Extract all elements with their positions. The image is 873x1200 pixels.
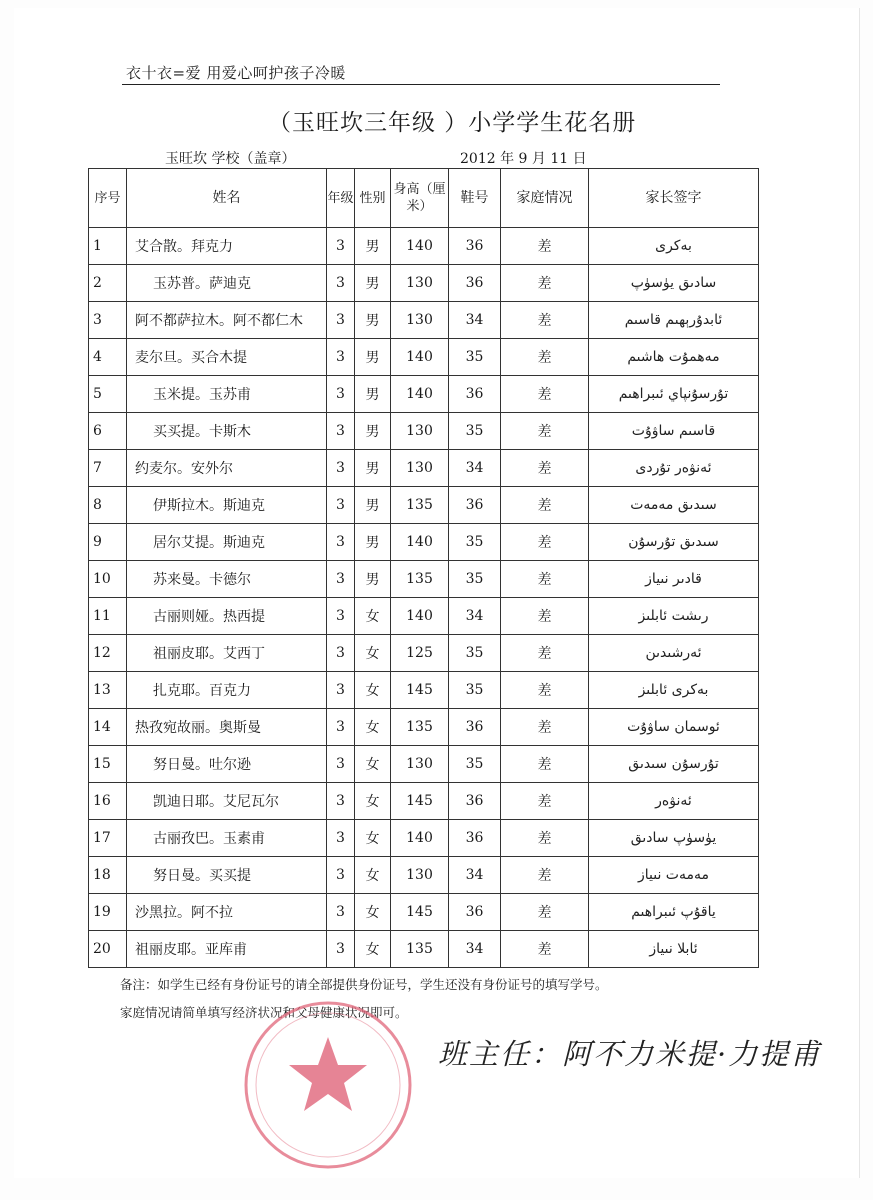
parent-signature: قادىر نىياز	[589, 561, 759, 598]
star-icon	[289, 1037, 367, 1111]
grade-cell: 3	[327, 265, 355, 302]
family-status-cell: 差	[501, 339, 589, 376]
sex-cell: 男	[355, 524, 391, 561]
sex-cell: 男	[355, 561, 391, 598]
row-number: 10	[89, 561, 127, 598]
table-row	[89, 635, 759, 672]
table-row	[89, 857, 759, 894]
header-shoe: 鞋号	[449, 169, 501, 228]
sex-cell: 男	[355, 376, 391, 413]
shoe-size-cell: 36	[449, 228, 501, 265]
shoe-size-cell: 36	[449, 820, 501, 857]
row-number: 12	[89, 635, 127, 672]
height-cell: 145	[391, 672, 449, 709]
parent-signature: قاسىم ساۋۇت	[589, 413, 759, 450]
student-name: 麦尔旦。买合木提	[127, 339, 327, 376]
sex-cell: 女	[355, 635, 391, 672]
roster-body	[89, 228, 759, 968]
table-row	[89, 413, 759, 450]
sex-cell: 男	[355, 302, 391, 339]
row-number: 18	[89, 857, 127, 894]
parent-signature: بەكرى ئابلىز	[589, 672, 759, 709]
student-name: 苏来曼。卡德尔	[127, 561, 327, 598]
note-line-1: 备注：如学生已经有身份证号的请全部提供身份证号，学生还没有身份证号的填写学号。	[120, 977, 608, 992]
row-number: 2	[89, 265, 127, 302]
header-no: 序号	[89, 169, 127, 228]
sex-cell: 男	[355, 228, 391, 265]
table-row	[89, 931, 759, 968]
row-number: 11	[89, 598, 127, 635]
family-status-cell: 差	[501, 598, 589, 635]
header-signature: 家长签字	[589, 169, 759, 228]
student-name: 凯迪日耶。艾尼瓦尔	[127, 783, 327, 820]
grade-cell: 3	[327, 820, 355, 857]
height-cell: 145	[391, 894, 449, 931]
sex-cell: 男	[355, 487, 391, 524]
student-name: 热孜宛故丽。奥斯曼	[127, 709, 327, 746]
row-number: 8	[89, 487, 127, 524]
height-cell: 130	[391, 746, 449, 783]
row-number: 19	[89, 894, 127, 931]
height-cell: 130	[391, 302, 449, 339]
student-name: 居尔艾提。斯迪克	[127, 524, 327, 561]
table-row	[89, 820, 759, 857]
student-name: 努日曼。买买提	[127, 857, 327, 894]
height-cell: 130	[391, 413, 449, 450]
height-cell: 140	[391, 820, 449, 857]
shoe-size-cell: 34	[449, 598, 501, 635]
student-name: 古丽则娅。热西提	[127, 598, 327, 635]
family-status-cell: 差	[501, 524, 589, 561]
sex-cell: 男	[355, 413, 391, 450]
shoe-size-cell: 36	[449, 487, 501, 524]
student-name: 阿不都萨拉木。阿不都仁木	[127, 302, 327, 339]
table-row	[89, 450, 759, 487]
parent-signature: تۇرسۇن سىدىق	[589, 746, 759, 783]
family-status-cell: 差	[501, 228, 589, 265]
family-status-cell: 差	[501, 561, 589, 598]
parent-signature: سىدىق تۇرسۇن	[589, 524, 759, 561]
sex-cell: 女	[355, 857, 391, 894]
student-name: 玉米提。玉苏甫	[127, 376, 327, 413]
shoe-size-cell: 34	[449, 857, 501, 894]
grade-cell: 3	[327, 672, 355, 709]
table-row	[89, 228, 759, 265]
table-row	[89, 672, 759, 709]
grade-cell: 3	[327, 376, 355, 413]
header-divider	[122, 84, 720, 85]
page-title: （玉旺坎三年级 ）小学学生花名册	[268, 110, 637, 136]
sex-cell: 女	[355, 931, 391, 968]
row-number: 4	[89, 339, 127, 376]
grade-cell: 3	[327, 635, 355, 672]
student-name: 沙黑拉。阿不拉	[127, 894, 327, 931]
student-name: 古丽孜巴。玉素甫	[127, 820, 327, 857]
row-number: 3	[89, 302, 127, 339]
height-cell: 130	[391, 857, 449, 894]
table-row	[89, 598, 759, 635]
height-cell: 135	[391, 487, 449, 524]
height-cell: 125	[391, 635, 449, 672]
parent-signature: ئەرشىدىن	[589, 635, 759, 672]
family-status-cell: 差	[501, 302, 589, 339]
header-grade: 年级	[327, 169, 355, 228]
row-number: 17	[89, 820, 127, 857]
grade-cell: 3	[327, 228, 355, 265]
grade-cell: 3	[327, 783, 355, 820]
height-cell: 145	[391, 783, 449, 820]
family-status-cell: 差	[501, 265, 589, 302]
height-cell: 140	[391, 524, 449, 561]
school-seal	[238, 995, 418, 1175]
row-number: 7	[89, 450, 127, 487]
parent-signature: ئابلا نىياز	[589, 931, 759, 968]
grade-cell: 3	[327, 857, 355, 894]
table-row	[89, 302, 759, 339]
height-cell: 140	[391, 339, 449, 376]
grade-cell: 3	[327, 598, 355, 635]
shoe-size-cell: 36	[449, 894, 501, 931]
shoe-size-cell: 35	[449, 561, 501, 598]
student-roster-table	[88, 168, 759, 968]
family-status-cell: 差	[501, 857, 589, 894]
shoe-size-cell: 35	[449, 339, 501, 376]
table-row	[89, 783, 759, 820]
header-height: 身高（厘米）	[391, 169, 449, 228]
height-cell: 135	[391, 931, 449, 968]
height-cell: 140	[391, 228, 449, 265]
row-number: 9	[89, 524, 127, 561]
slogan: 衣十衣=爱 用爱心呵护孩子冷暖	[126, 64, 346, 82]
shoe-size-cell: 36	[449, 783, 501, 820]
student-name: 伊斯拉木。斯迪克	[127, 487, 327, 524]
family-status-cell: 差	[501, 487, 589, 524]
parent-signature: سىدىق مەمەت	[589, 487, 759, 524]
sex-cell: 女	[355, 894, 391, 931]
sex-cell: 男	[355, 339, 391, 376]
row-number: 20	[89, 931, 127, 968]
row-number: 13	[89, 672, 127, 709]
shoe-size-cell: 36	[449, 376, 501, 413]
grade-cell: 3	[327, 413, 355, 450]
table-row	[89, 265, 759, 302]
parent-signature: تۇرسۇنپاي ئىبراھىم	[589, 376, 759, 413]
header-family: 家庭情况	[501, 169, 589, 228]
parent-signature: سادىق يۈسۈپ	[589, 265, 759, 302]
family-status-cell: 差	[501, 931, 589, 968]
family-status-cell: 差	[501, 413, 589, 450]
grade-cell: 3	[327, 487, 355, 524]
grade-cell: 3	[327, 339, 355, 376]
student-name: 扎克耶。百克力	[127, 672, 327, 709]
sex-cell: 女	[355, 672, 391, 709]
family-status-cell: 差	[501, 894, 589, 931]
student-name: 祖丽皮耶。艾西丁	[127, 635, 327, 672]
parent-signature: رىشت ئابلىز	[589, 598, 759, 635]
shoe-size-cell: 35	[449, 746, 501, 783]
student-name: 艾合散。拜克力	[127, 228, 327, 265]
row-number: 6	[89, 413, 127, 450]
parent-signature: بەكرى	[589, 228, 759, 265]
grade-cell: 3	[327, 561, 355, 598]
shoe-size-cell: 34	[449, 931, 501, 968]
sex-cell: 女	[355, 709, 391, 746]
table-row	[89, 894, 759, 931]
parent-signature: ئەنۋەر تۇردى	[589, 450, 759, 487]
table-row	[89, 487, 759, 524]
parent-signature: ياقۇپ ئىبراھىم	[589, 894, 759, 931]
teacher-signature: 班主任：阿不力米提·力提甫	[438, 1037, 822, 1071]
parent-signature: ئابدۇرېھىم قاسىم	[589, 302, 759, 339]
student-name: 玉苏普。萨迪克	[127, 265, 327, 302]
parent-signature: مەمەت نىياز	[589, 857, 759, 894]
grade-cell: 3	[327, 931, 355, 968]
shoe-size-cell: 36	[449, 709, 501, 746]
shoe-size-cell: 35	[449, 635, 501, 672]
sex-cell: 女	[355, 598, 391, 635]
table-row	[89, 709, 759, 746]
parent-signature: مەھمۇت ھاشىم	[589, 339, 759, 376]
sex-cell: 女	[355, 820, 391, 857]
height-cell: 135	[391, 709, 449, 746]
header-sex: 性别	[355, 169, 391, 228]
family-status-cell: 差	[501, 376, 589, 413]
grade-cell: 3	[327, 302, 355, 339]
table-row	[89, 339, 759, 376]
parent-signature: ئەنۋەر	[589, 783, 759, 820]
student-name: 买买提。卡斯木	[127, 413, 327, 450]
family-status-cell: 差	[501, 820, 589, 857]
form-date: 2012 年 9 月 11 日	[460, 151, 587, 167]
row-number: 5	[89, 376, 127, 413]
height-cell: 130	[391, 265, 449, 302]
family-status-cell: 差	[501, 635, 589, 672]
row-number: 16	[89, 783, 127, 820]
row-number: 1	[89, 228, 127, 265]
sex-cell: 男	[355, 450, 391, 487]
row-number: 15	[89, 746, 127, 783]
family-status-cell: 差	[501, 672, 589, 709]
height-cell: 130	[391, 450, 449, 487]
table-row	[89, 376, 759, 413]
grade-cell: 3	[327, 450, 355, 487]
student-name: 祖丽皮耶。亚库甫	[127, 931, 327, 968]
family-status-cell: 差	[501, 783, 589, 820]
table-row	[89, 561, 759, 598]
row-number: 14	[89, 709, 127, 746]
family-status-cell: 差	[501, 746, 589, 783]
grade-cell: 3	[327, 894, 355, 931]
student-name: 约麦尔。安外尔	[127, 450, 327, 487]
table-header-row	[89, 169, 759, 228]
shoe-size-cell: 35	[449, 413, 501, 450]
school-name: 玉旺坎 学校（盖章）	[165, 151, 296, 167]
height-cell: 140	[391, 598, 449, 635]
shoe-size-cell: 34	[449, 450, 501, 487]
sex-cell: 男	[355, 265, 391, 302]
shoe-size-cell: 34	[449, 302, 501, 339]
table-row	[89, 746, 759, 783]
grade-cell: 3	[327, 709, 355, 746]
height-cell: 135	[391, 561, 449, 598]
shoe-size-cell: 35	[449, 672, 501, 709]
parent-signature: يۈسۈپ سادىق	[589, 820, 759, 857]
header-name: 姓名	[127, 169, 327, 228]
grade-cell: 3	[327, 524, 355, 561]
sex-cell: 女	[355, 746, 391, 783]
height-cell: 140	[391, 376, 449, 413]
student-name: 努日曼。吐尔逊	[127, 746, 327, 783]
shoe-size-cell: 35	[449, 524, 501, 561]
family-status-cell: 差	[501, 450, 589, 487]
shoe-size-cell: 36	[449, 265, 501, 302]
table-row	[89, 524, 759, 561]
grade-cell: 3	[327, 746, 355, 783]
family-status-cell: 差	[501, 709, 589, 746]
parent-signature: ئوسمان ساۋۇت	[589, 709, 759, 746]
sex-cell: 女	[355, 783, 391, 820]
note-line-2: 家庭情况请简单填写经济状况和父母健康状况即可。	[120, 1005, 408, 1020]
